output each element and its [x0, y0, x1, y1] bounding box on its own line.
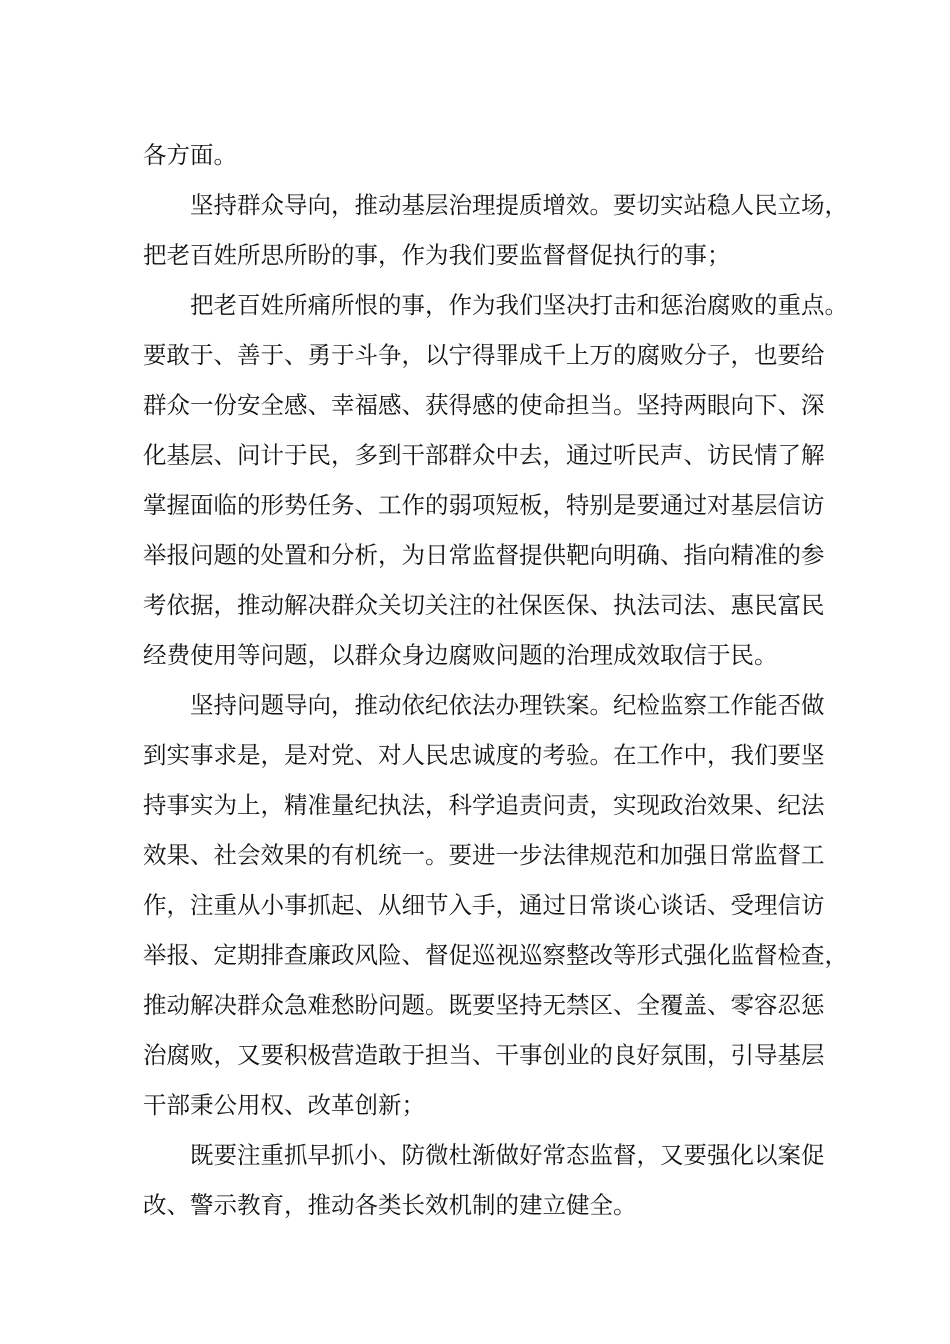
text-line: 经费使用等问题，以群众身边腐败问题的治理成效取信于民。	[143, 641, 778, 669]
text-line: 举报问题的处置和分析，为日常监督提供靶向明确、指向精准的参	[143, 541, 825, 569]
text-line: 到实事求是，是对党、对人民忠诚度的考验。在工作中，我们要坚	[143, 741, 825, 769]
text-line: 持事实为上，精准量纪执法，科学追责问责，实现政治效果、纪法	[143, 791, 825, 819]
text-line: 作，注重从小事抓起、从细节入手，通过日常谈心谈话、受理信访	[143, 891, 825, 919]
text-line: 坚持问题导向，推动依纪依法办理铁案。纪检监察工作能否做	[190, 691, 825, 719]
text-line: 把老百姓所思所盼的事，作为我们要监督督促执行的事；	[143, 241, 731, 269]
text-line: 效果、社会效果的有机统一。要进一步法律规范和加强日常监督工	[143, 841, 825, 869]
text-line: 各方面。	[143, 141, 237, 169]
text-line: 把老百姓所痛所恨的事，作为我们坚决打击和惩治腐败的重点。	[190, 291, 848, 319]
text-line: 既要注重抓早抓小、防微杜渐做好常态监督，又要强化以案促	[190, 1141, 825, 1169]
text-line: 推动解决群众急难愁盼问题。既要坚持无禁区、全覆盖、零容忍惩	[143, 991, 825, 1019]
text-line: 考依据，推动解决群众关切关注的社保医保、执法司法、惠民富民	[143, 591, 825, 619]
text-line: 干部秉公用权、改革创新；	[143, 1091, 425, 1119]
text-line: 群众一份安全感、幸福感、获得感的使命担当。坚持两眼向下、深	[143, 391, 825, 419]
text-line: 掌握面临的形势任务、工作的弱项短板，特别是要通过对基层信访	[143, 491, 825, 519]
text-line: 举报、定期排查廉政风险、督促巡视巡察整改等形式强化监督检查，	[143, 941, 848, 969]
text-line: 改、警示教育，推动各类长效机制的建立健全。	[143, 1191, 637, 1219]
text-line: 坚持群众导向，推动基层治理提质增效。要切实站稳人民立场，	[190, 191, 848, 219]
text-line: 化基层、问计于民，多到干部群众中去，通过听民声、访民情了解	[143, 441, 825, 469]
text-line: 治腐败，又要积极营造敢于担当、干事创业的良好氛围，引导基层	[143, 1041, 825, 1069]
document-page	[143, 130, 848, 1230]
text-line: 要敢于、善于、勇于斗争，以宁得罪成千上万的腐败分子，也要给	[143, 341, 825, 369]
